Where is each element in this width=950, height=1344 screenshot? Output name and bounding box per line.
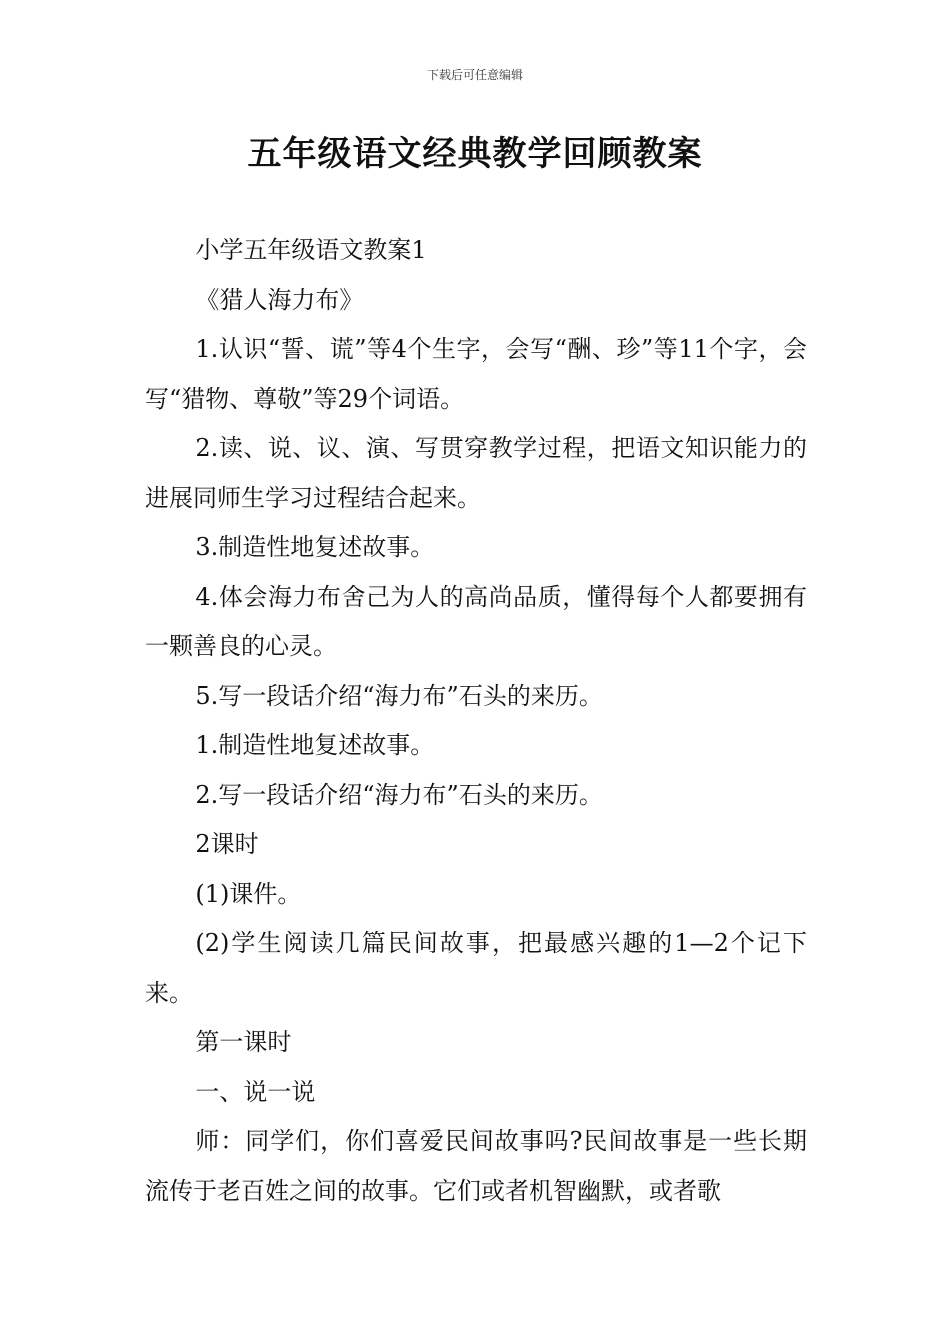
paragraph: 1.制造性地复述故事。 bbox=[195, 731, 435, 759]
document-body bbox=[145, 226, 807, 1216]
paragraph: (2)学生阅读几篇民间故事，把最感兴趣的1—2个记下来。 bbox=[145, 929, 807, 1007]
download-note: 下载后可任意编辑 bbox=[426, 68, 523, 82]
paragraph: 小学五年级语文教案1 bbox=[195, 236, 427, 264]
paragraph: 《猎人海力布》 bbox=[195, 285, 364, 314]
paragraph: 第一课时 bbox=[195, 1028, 292, 1056]
paragraph: 3.制造性地复述故事。 bbox=[195, 533, 435, 561]
paragraph: (1)课件。 bbox=[195, 879, 302, 908]
paragraph: 4.体会海力布舍己为人的高尚品质，懂得每个人都要拥有一颗善良的心灵。 bbox=[145, 582, 807, 660]
paragraph: 一、说一说 bbox=[195, 1077, 316, 1106]
paragraph: 2.写一段话介绍“海力布”石头的来历。 bbox=[195, 780, 603, 809]
document-title: 五年级语文经典教学回顾教案 bbox=[247, 134, 703, 174]
paragraph: 5.写一段话介绍“海力布”石头的来历。 bbox=[195, 681, 603, 710]
paragraph: 师：同学们，你们喜爱民间故事吗?民间故事是一些长期流传于老百姓之间的故事。它们或者机智幽默，或者歌 bbox=[145, 1127, 807, 1205]
paragraph: 2.读、说、议、演、写贯穿教学过程，把语文知识能力的进展同师生学习过程结合起来。 bbox=[145, 434, 807, 512]
paragraph: 1.认识“誓、谎”等4个生字，会写“酬、珍”等11个字，会写“猎物、尊敬”等29个词语。 bbox=[145, 335, 807, 413]
paragraph: 2课时 bbox=[195, 830, 259, 858]
